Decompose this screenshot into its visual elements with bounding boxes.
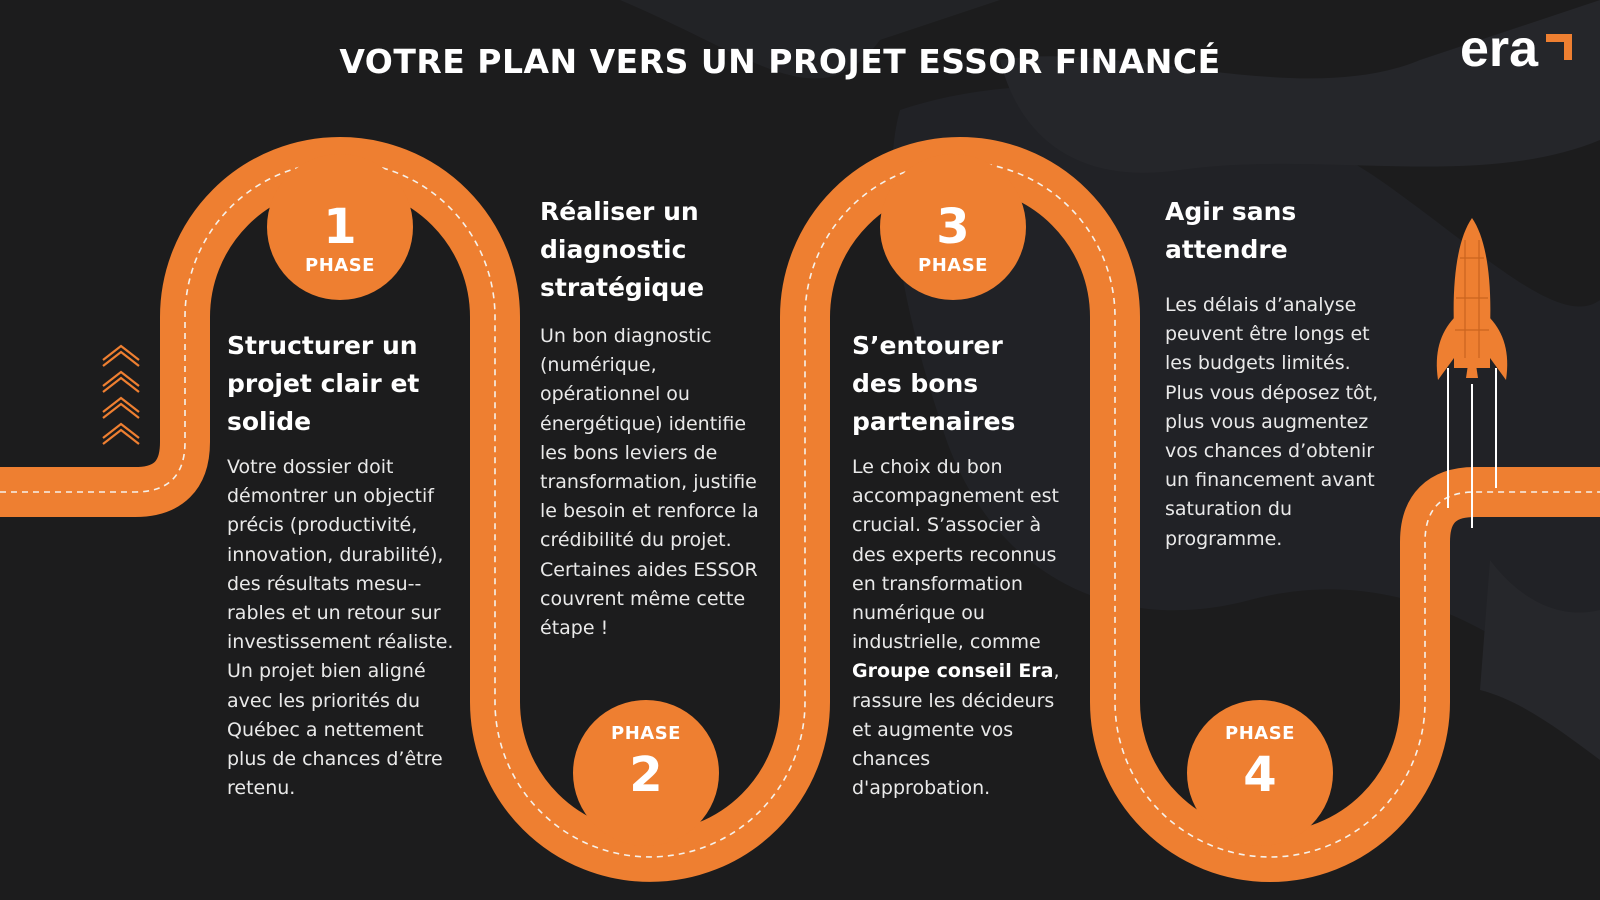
phase-label: PHASE xyxy=(1225,723,1295,744)
phase-3-badge xyxy=(880,154,1026,300)
phase-4-text: Les délais d’analyse peuvent être longs et les budgets limités. Plus vous déposez tôt, plus vous augmentez vos chances d’obtenir un financement avant saturation du programme. xyxy=(1165,294,1379,550)
phase-1-text: Votre dossier doit démontrer un objectif précis (productivité, innovation, durabilité), des résultats mesu--rables et un retour sur investissement réaliste. Un projet bien aligné avec les priorités du Québec a nettement plus de chances d’être retenu. xyxy=(227,456,454,800)
phase-1-title: Structurer un projet clair et solide xyxy=(227,331,420,436)
phase-label: PHASE xyxy=(918,255,988,276)
logo-text: era xyxy=(1460,22,1539,78)
rocket-icon xyxy=(1432,218,1512,548)
chevrons-up-icon xyxy=(100,344,142,454)
phase-4-badge xyxy=(1187,700,1333,846)
page-title: VOTRE PLAN VERS UN PROJET ESSOR FINANCÉ xyxy=(339,42,1221,81)
phase-3-text-end: , rassure les décideurs et augmente vos chances d'approbation. xyxy=(852,660,1060,800)
phase-3-text xyxy=(852,453,1074,803)
phase-label: PHASE xyxy=(305,255,375,276)
phase-label: PHASE xyxy=(611,723,681,744)
phase-2-title: Réaliser un diagnostic stratégique xyxy=(540,197,705,302)
phase-number: 1 xyxy=(323,199,357,255)
phase-3-title: S’entourer des bons partenaires xyxy=(852,331,1016,436)
phase-1-badge xyxy=(267,154,413,300)
phase-4-title: Agir sans attendre xyxy=(1165,197,1297,264)
phase-2-badge xyxy=(573,700,719,846)
phase-3-text-highlight: Groupe conseil Era xyxy=(852,660,1054,683)
phase-number: 4 xyxy=(1243,747,1277,803)
era-logo xyxy=(1460,22,1578,82)
phase-number: 3 xyxy=(936,199,970,255)
phase-3-text-start: Le choix du bon accompagnement est crucial. S’associer à des experts reconnus en transformation numérique ou industrielle, comme xyxy=(852,456,1059,654)
phase-number: 2 xyxy=(629,747,663,803)
phase-2-text: Un bon diagnostic (numérique, opérationnel ou énergétique) identifie les bons leviers de transformation, justifie le besoin et renforce la crédibilité du projet. Certaines aides ESSOR couvrent même cette étape ! xyxy=(540,325,759,640)
